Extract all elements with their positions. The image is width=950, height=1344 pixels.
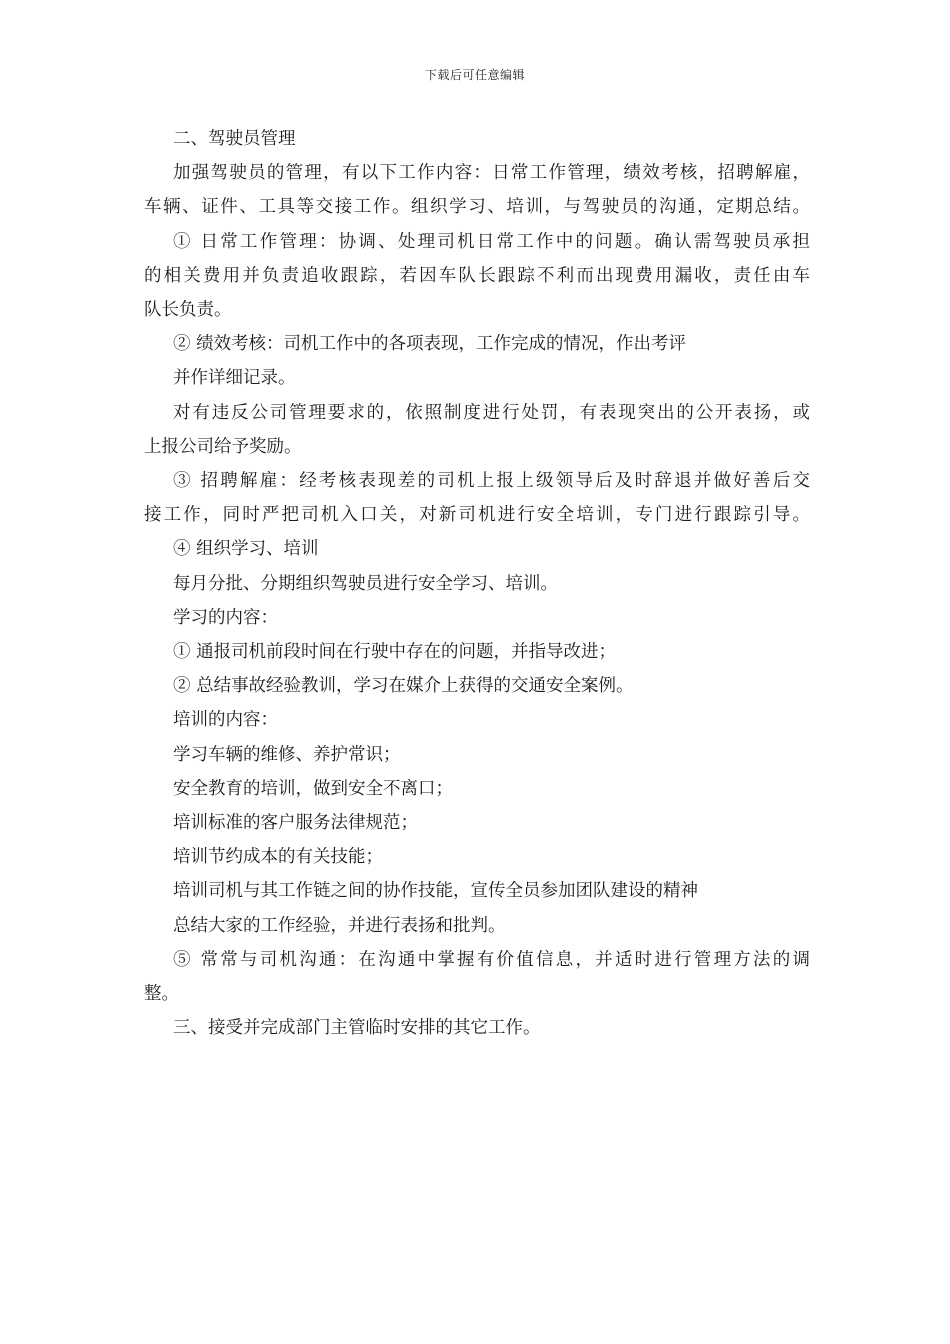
section-heading-driver-management: 二、驾驶员管理 (173, 129, 296, 149)
list-item: 培训节约成本的有关技能； (173, 847, 383, 868)
page-header: 下载后可任意编辑 (424, 68, 525, 82)
paragraph-line: 接工作，同时严把司机入口关，对新司机进行安全培训，专门进行跟踪引导。 (144, 505, 810, 526)
list-item: 学习车辆的维修、养护常识； (173, 744, 401, 765)
list-item: 培训标准的客户服务法律规范； (173, 813, 418, 834)
list-item: 培训司机与其工作链之间的协作技能，宣传全员参加团队建设的精神 (173, 881, 698, 902)
list-item: ① 通报司机前段时间在行驶中存在的问题，并指导改进； (173, 642, 617, 663)
section-heading-other-work: 三、接受并完成部门主管临时安排的其它工作。 (173, 1018, 541, 1039)
paragraph-line: 对有违反公司管理要求的，依照制度进行处罚，有表现突出的公开表扬，或 (173, 402, 810, 423)
paragraph-line: ④ 组织学习、培训 (173, 539, 319, 560)
paragraph-line: 并作详细记录。 (173, 368, 296, 389)
paragraph-line: ③ 招聘解雇：经考核表现差的司机上报上级领导后及时辞退并做好善后交 (173, 471, 810, 492)
paragraph-line: 上报公司给予奖励。 (144, 436, 302, 457)
paragraph-line: 车辆、证件、工具等交接工作。组织学习、培训，与驾驶员的沟通，定期总结。 (144, 197, 810, 218)
paragraph-line: ⑤ 常常与司机沟通：在沟通中掌握有价值信息，并适时进行管理方法的调 (173, 949, 810, 970)
paragraph-line: 每月分批、分期组织驾驶员进行安全学习、培训。 (173, 573, 558, 594)
paragraph-line: 整。 (144, 984, 179, 1005)
list-item: ② 总结事故经验教训，学习在媒介上获得的交通安全案例。 (173, 676, 634, 697)
document-body (144, 122, 810, 1045)
paragraph-line: ① 日常工作管理：协调、处理司机日常工作中的问题。确认需驾驶员承担 (173, 231, 810, 252)
paragraph-line: ② 绩效考核：司机工作中的各项表现，工作完成的情况，作出考评 (173, 334, 687, 355)
paragraph-line: 学习的内容： (173, 607, 278, 628)
paragraph-line: 培训的内容： (173, 710, 278, 731)
paragraph-line: 的相关费用并负责追收跟踪，若因车队长跟踪不利而出现费用漏收，责任由车 (144, 265, 810, 286)
paragraph-line: 加强驾驶员的管理，有以下工作内容：日常工作管理，绩效考核，招聘解雇， (173, 163, 810, 184)
paragraph-line: 队长负责。 (144, 300, 232, 321)
list-item: 总结大家的工作经验，并进行表扬和批判。 (173, 915, 506, 936)
list-item: 安全教育的培训，做到安全不离口； (173, 778, 453, 799)
